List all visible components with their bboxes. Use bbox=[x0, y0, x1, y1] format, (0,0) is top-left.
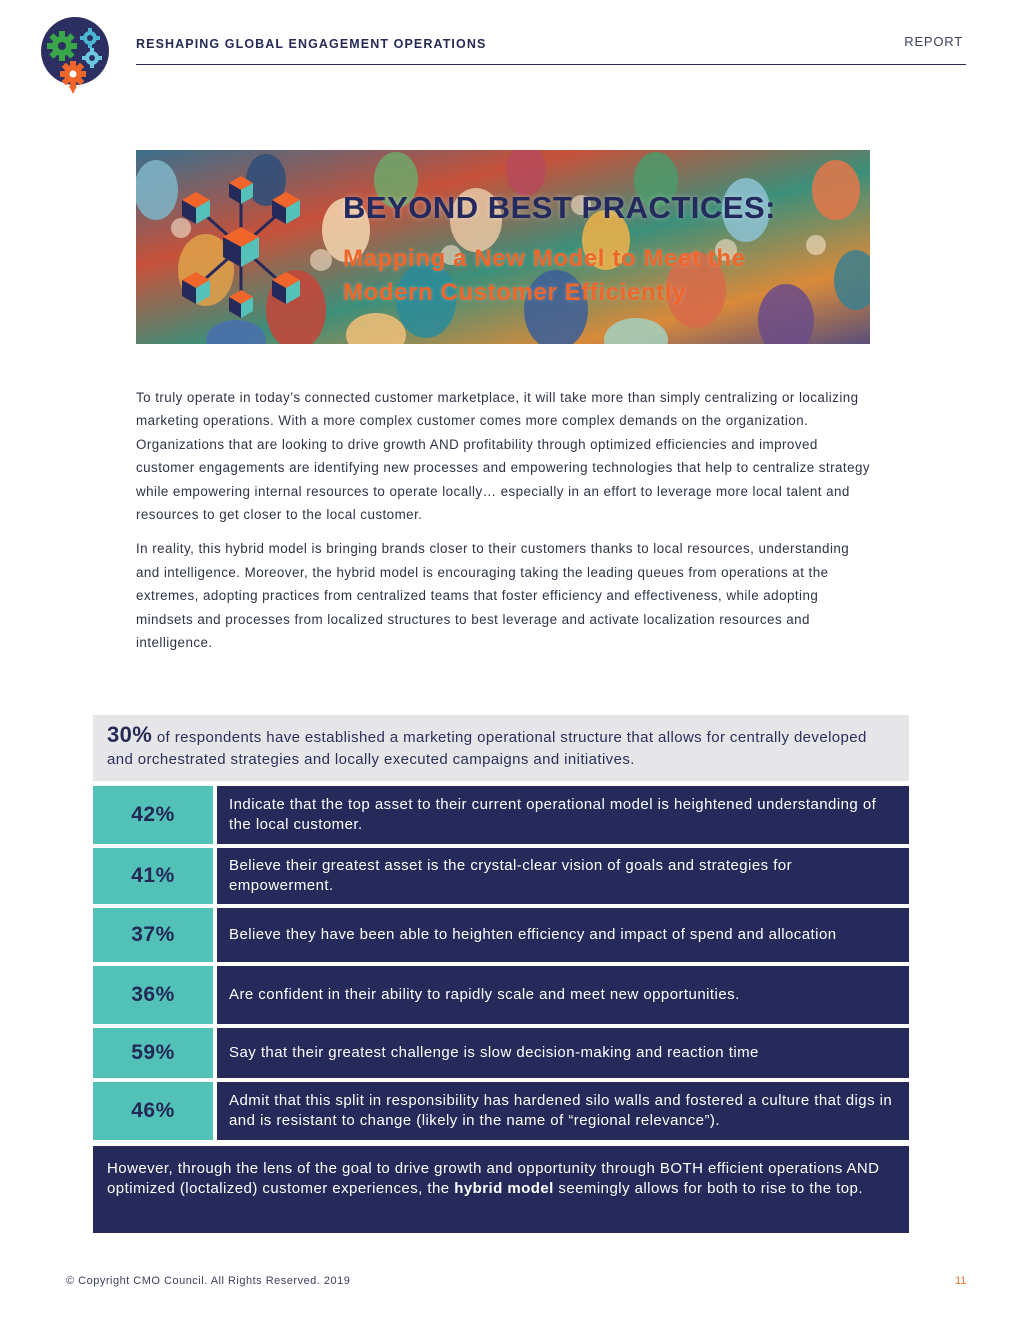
body-paragraph-1: To truly operate in today’s connected customer marketplace, it will take more than simply centralizing or localizing marketing operations. With a more complex customer comes more complex demands on the organization. Organizations that are looking to drive growth AND profitability through optimized efficiencies and improved customer engagements are identifying new processes and empowering technologies that help to centralize strategy while empowering internal resources to operate locally… especially in an effort to leverage more local talent and resources to get closer to the local customer. bbox=[136, 390, 871, 523]
report-label: REPORT bbox=[904, 34, 963, 49]
stat-description: Are confident in their ability to rapidly scale and meet new opportunities. bbox=[217, 966, 909, 1024]
banner-subtitle-line-2: Modern Customer Efficiently bbox=[343, 279, 686, 306]
conclusion-emphasis: hybrid model bbox=[454, 1180, 554, 1197]
report-series-title: RESHAPING GLOBAL ENGAGEMENT OPERATIONS bbox=[136, 37, 487, 51]
stat-percent: 42% bbox=[93, 786, 213, 844]
stats-list bbox=[93, 786, 909, 1144]
callout-percent: 30% bbox=[107, 722, 153, 747]
stat-description: Believe they have been able to heighten efficiency and impact of spend and allocation bbox=[217, 908, 909, 962]
body-paragraph-2: In reality, this hybrid model is bringing brands closer to their customers thanks to local resources, understanding and intelligence. Moreover, the hybrid model is encouraging taking the leading queues from operations at the extremes, adopting practices from centralized teams that foster efficiency and effectiveness, while adopting mindsets and processes from localized structures to best leverage and activate localization resources and intelligence. bbox=[136, 541, 850, 651]
callout-text: of respondents have established a marketing operational structure that allows for centrally developed and orchestrated strategies and locally executed campaigns and initiatives. bbox=[107, 729, 867, 768]
cmo-council-gears-logo bbox=[40, 16, 114, 98]
conclusion-box bbox=[93, 1146, 909, 1233]
page-number: 11 bbox=[955, 1275, 967, 1287]
stat-row bbox=[93, 848, 909, 904]
section-banner bbox=[136, 150, 870, 344]
banner-subtitle-line-1: Mapping a New Model to Meet the bbox=[343, 245, 746, 272]
stat-row bbox=[93, 786, 909, 844]
stat-description: Indicate that the top asset to their current operational model is heightened understanding of the local customer. bbox=[217, 786, 909, 844]
stat-row bbox=[93, 966, 909, 1024]
stat-percent: 37% bbox=[93, 908, 213, 962]
conclusion-text-end: seemingly allows for both to rise to the top. bbox=[553, 1180, 863, 1197]
stat-percent: 59% bbox=[93, 1028, 213, 1078]
footer-copyright: © Copyright CMO Council. All Rights Reserved. 2019 bbox=[66, 1275, 351, 1287]
stat-percent: 46% bbox=[93, 1082, 213, 1140]
connected-cubes-icon bbox=[166, 172, 316, 322]
stat-description: Admit that this split in responsibility has hardened silo walls and fostered a culture that digs in and is resistant to change (likely in the name of “regional relevance”). bbox=[217, 1082, 909, 1140]
stat-description: Say that their greatest challenge is slow decision-making and reaction time bbox=[217, 1028, 909, 1078]
header-divider bbox=[136, 64, 966, 65]
stat-percent: 36% bbox=[93, 966, 213, 1024]
stat-percent: 41% bbox=[93, 848, 213, 904]
stat-row bbox=[93, 1028, 909, 1078]
banner-subtitle bbox=[343, 242, 863, 310]
stat-description: Believe their greatest asset is the crystal-clear vision of goals and strategies for empowerment. bbox=[217, 848, 909, 904]
stat-row bbox=[93, 1082, 909, 1140]
conclusion-text-start: However, through the lens of the goal to drive growth and opportunity through BOTH efficient operations AND optimized (loctalized) customer experiences, the bbox=[107, 1160, 880, 1197]
banner-title: BEYOND BEST PRACTICES: bbox=[343, 190, 776, 225]
stat-row bbox=[93, 908, 909, 962]
body-text bbox=[136, 386, 876, 665]
key-stat-callout bbox=[93, 715, 909, 781]
